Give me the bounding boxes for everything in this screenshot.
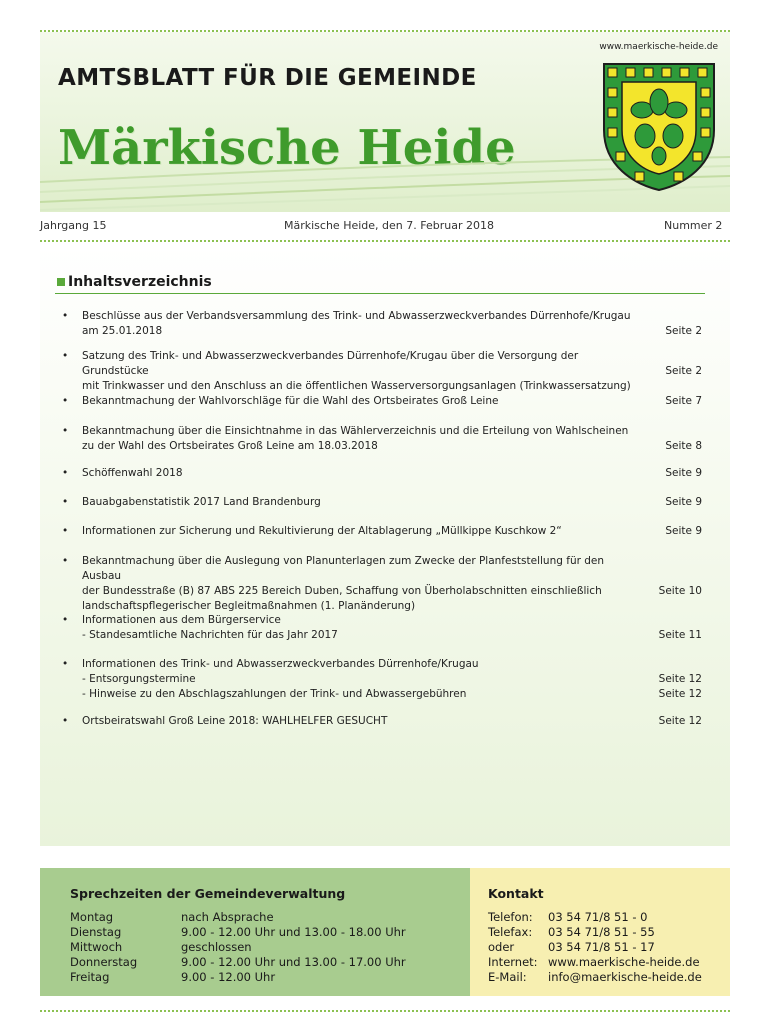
contact-title: Kontakt [488, 886, 544, 901]
contact-box [470, 868, 730, 996]
toc-page-ref: Seite 7 [665, 395, 702, 407]
toc-page-ref: Seite 12 [658, 688, 702, 700]
toc-page-ref: Seite 2 [665, 325, 702, 337]
office-hours-time: nach Absprache [181, 910, 274, 924]
office-hours-day: Dienstag [70, 925, 122, 939]
toc-item-line: mit Trinkwasser und den Anschluss an die öffentlichen Wasserversorgungsanlagen (Trinkwassersatzung) [82, 380, 631, 392]
toc-page-ref: Seite 9 [665, 467, 702, 479]
contact-email-value[interactable]: info@maerkische-heide.de [548, 970, 702, 984]
contact-email-label: E-Mail: [488, 970, 527, 984]
toc-item-text [82, 524, 642, 539]
toc-item-line: Bekanntmachung über die Einsichtnahme in das Wählerverzeichnis und die Erteilung von Wahlscheinen [82, 425, 629, 437]
toc-item-text [82, 714, 642, 729]
office-hours-day: Mittwoch [70, 940, 123, 954]
office-hours-box [40, 868, 470, 996]
contact-website-label: Internet: [488, 955, 538, 969]
office-hours-time: 9.00 - 12.00 Uhr und 13.00 - 17.00 Uhr [181, 955, 406, 969]
toc-item-line: zu der Wahl des Ortsbeirates Groß Leine am 18.03.2018 [82, 440, 378, 452]
bullet-icon: • [62, 350, 69, 362]
bullet-icon: • [62, 555, 69, 567]
toc-item-line: Ortsbeiratswahl Groß Leine 2018: WAHLHELFER GESUCHT [82, 715, 388, 727]
toc-page-ref: Seite 12 [658, 673, 702, 685]
toc-page-ref: Seite 11 [658, 629, 702, 641]
toc-page-ref: Seite 8 [665, 440, 702, 452]
bottom-dotted-rule [40, 1010, 730, 1012]
bullet-icon: • [62, 467, 69, 479]
toc-item-line: der Bundesstraße (B) 87 ABS 225 Bereich Duben, Schaffung von Überholabschnitten einschließlich [82, 585, 602, 597]
office-hours-title: Sprechzeiten der Gemeindeverwaltung [70, 886, 346, 901]
issue-place-date: Märkische Heide, den 7. Februar 2018 [284, 219, 494, 232]
contact-fax-label: Telefax: [488, 925, 533, 939]
contact-website-value[interactable]: www.maerkische-heide.de [548, 955, 700, 969]
office-hours-time: 9.00 - 12.00 Uhr und 13.00 - 18.00 Uhr [181, 925, 406, 939]
contact-phone-value: 03 54 71/8 51 - 0 [548, 910, 648, 924]
contact-alt-phone-value: 03 54 71/8 51 - 17 [548, 940, 655, 954]
bullet-icon: • [62, 496, 69, 508]
toc-page-ref: Seite 9 [665, 525, 702, 537]
toc-heading: Inhaltsverzeichnis [68, 274, 212, 290]
bullet-icon: • [62, 395, 69, 407]
masthead-title: AMTSBLATT FÜR DIE GEMEINDE [58, 65, 477, 91]
toc-item-line: - Standesamtliche Nachrichten für das Jahr 2017 [82, 629, 338, 641]
contact-alt-phone-label: oder [488, 940, 515, 954]
toc-page-ref: Seite 9 [665, 496, 702, 508]
table-of-contents [40, 246, 730, 846]
office-hours-day: Freitag [70, 970, 110, 984]
toc-item-text [82, 309, 642, 339]
toc-item-line: Informationen aus dem Bürgerservice [82, 614, 281, 626]
toc-item-line: landschaftspflegerischer Begleitmaßnahmen (1. Planänderung) [82, 600, 416, 612]
toc-page-ref: Seite 10 [658, 585, 702, 597]
toc-item-text [82, 424, 642, 454]
toc-divider [55, 293, 705, 294]
bullet-icon: • [62, 425, 69, 437]
toc-item-line: Satzung des Trink- und Abwasserzweckverbandes Dürrenhofe/Krugau über die Versorgung der Grundstücke [82, 350, 579, 377]
office-hours-time: geschlossen [181, 940, 252, 954]
masthead-municipality: Märkische Heide [58, 120, 516, 176]
contact-phone-label: Telefon: [488, 910, 533, 924]
bullet-icon: • [62, 658, 69, 670]
square-bullet-icon [57, 278, 65, 286]
toc-item-line: am 25.01.2018 [82, 325, 163, 337]
toc-item-line: Beschlüsse aus der Verbandsversammlung des Trink- und Abwasserzweckverbandes Dürrenhofe/Krugau [82, 310, 631, 322]
toc-item-text [82, 466, 642, 481]
contact-fax-value: 03 54 71/8 51 - 55 [548, 925, 655, 939]
toc-item-text [82, 554, 642, 614]
coat-of-arms-icon [600, 60, 718, 192]
toc-item-text [82, 394, 642, 409]
toc-item-line: Informationen zur Sicherung und Rekultivierung der Altablagerung „Müllkippe Kuschkow 2“ [82, 525, 562, 537]
toc-item-line: Informationen des Trink- und Abwasserzweckverbandes Dürrenhofe/Krugau [82, 658, 479, 670]
meta-dotted-rule [40, 240, 730, 242]
bullet-icon: • [62, 614, 69, 626]
toc-item-text [82, 657, 642, 702]
website-url[interactable]: www.maerkische-heide.de [599, 42, 718, 52]
toc-item-line: - Entsorgungstermine [82, 673, 196, 685]
toc-item-text [82, 495, 642, 510]
toc-item-line: Bekanntmachung über die Auslegung von Planunterlagen zum Zwecke der Planfeststellung für den Ausbau [82, 555, 605, 582]
bullet-icon: • [62, 525, 69, 537]
toc-item-line: - Hinweise zu den Abschlagszahlungen der Trink- und Abwassergebühren [82, 688, 467, 700]
toc-item-text [82, 613, 642, 643]
issue-volume: Jahrgang 15 [40, 219, 107, 232]
toc-page-ref: Seite 12 [658, 715, 702, 727]
bullet-icon: • [62, 715, 69, 727]
issue-number: Nummer 2 [664, 219, 723, 232]
bullet-icon: • [62, 310, 69, 322]
toc-item-line: Bauabgabenstatistik 2017 Land Brandenburg [82, 496, 321, 508]
masthead [40, 32, 730, 212]
toc-page-ref: Seite 2 [665, 365, 702, 377]
office-hours-day: Donnerstag [70, 955, 138, 969]
office-hours-day: Montag [70, 910, 114, 924]
toc-item-text [82, 349, 642, 394]
toc-item-line: Schöffenwahl 2018 [82, 467, 183, 479]
toc-item-line: Bekanntmachung der Wahlvorschläge für die Wahl des Ortsbeirates Groß Leine [82, 395, 499, 407]
office-hours-time: 9.00 - 12.00 Uhr [181, 970, 276, 984]
